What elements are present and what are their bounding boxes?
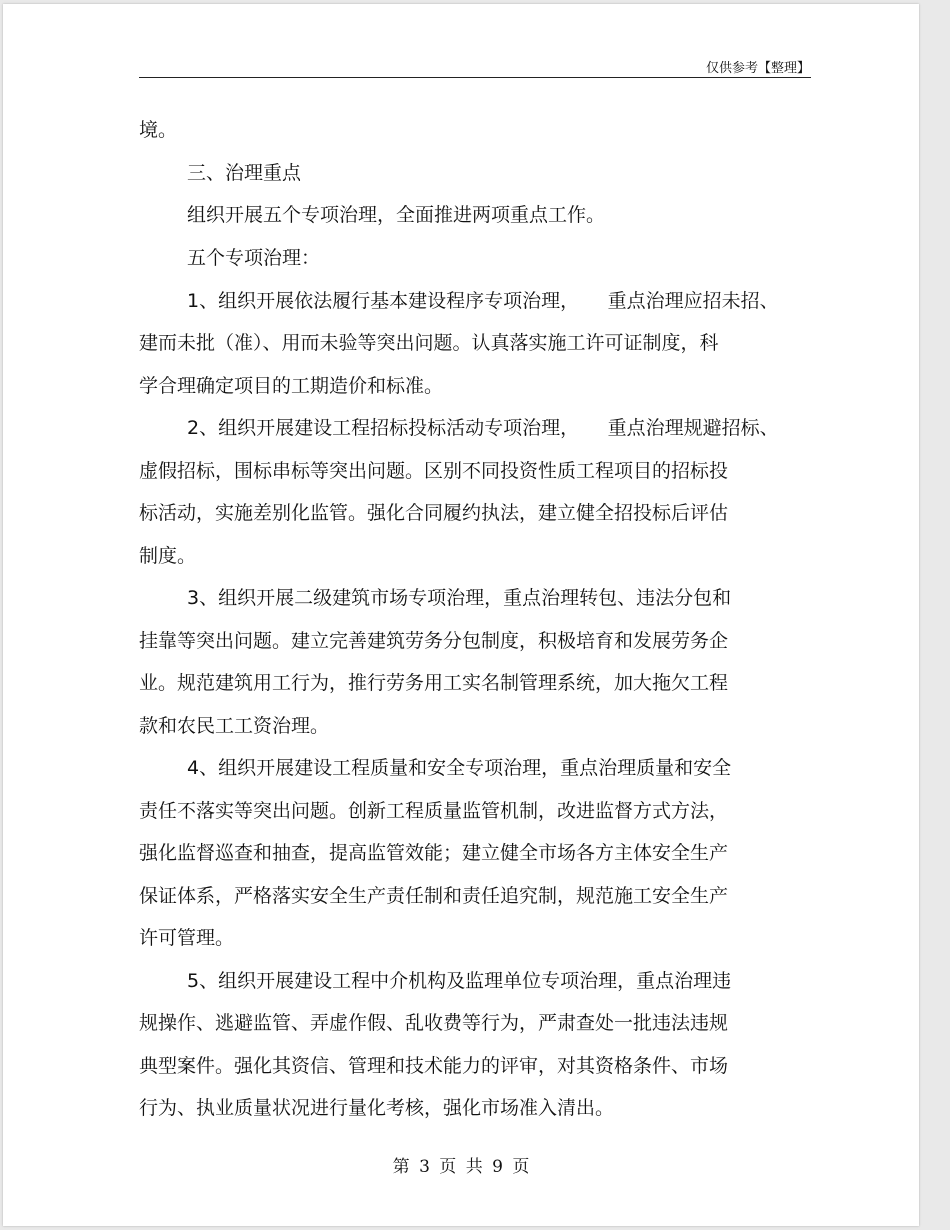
text-line: 挂靠等突出问题。建立完善建筑劳务分包制度，积极培育和发展劳务企 — [139, 630, 729, 652]
text-line: 强化监督巡查和抽查，提高监管效能；建立健全市场各方主体安全生产 — [139, 842, 729, 864]
text-line: 2、组织开展建设工程招标投标活动专项治理， 重点治理规避招标、 — [187, 417, 779, 439]
document-page — [3, 4, 919, 1226]
footer-total-label: 共 — [465, 1157, 483, 1177]
text-line: 境。 — [139, 119, 178, 141]
footer-total-pages: 9 — [492, 1157, 503, 1177]
text-line: 许可管理。 — [139, 927, 235, 949]
text-line: 规操作、逃避监管、弄虚作假、乱收费等行为，严肃查处一批违法违规 — [139, 1012, 729, 1034]
text-line: 1、组织开展依法履行基本建设程序专项治理， 重点治理应招未招、 — [187, 290, 779, 312]
footer-page-number: 3 — [419, 1157, 430, 1177]
footer-suffix: 页 — [512, 1157, 530, 1177]
text-line: 3、组织开展二级建筑市场专项治理，重点治理转包、违法分包和 — [187, 587, 732, 609]
header-rule — [139, 77, 811, 78]
footer-page-label: 页 — [439, 1157, 457, 1177]
text-line: 三、治理重点 — [187, 162, 302, 184]
text-line: 学合理确定项目的工期造价和标准。 — [139, 375, 444, 397]
text-line: 业。规范建筑用工行为，推行劳务用工实名制管理系统，加大拖欠工程 — [139, 672, 729, 694]
text-line: 建而未批（准）、用而未验等突出问题。认真落实施工许可证制度，科 — [139, 332, 719, 354]
text-line: 五个专项治理： — [187, 247, 321, 269]
text-line: 虚假招标，围标串标等突出问题。区别不同投资性质工程项目的招标投 — [139, 460, 729, 482]
text-line: 保证体系，严格落实安全生产责任制和责任追究制，规范施工安全生产 — [139, 885, 729, 907]
text-line: 组织开展五个专项治理，全面推进两项重点工作。 — [187, 204, 606, 226]
text-line: 典型案件。强化其资信、管理和技术能力的评审，对其资格条件、市场 — [139, 1055, 729, 1077]
text-line: 5、组织开展建设工程中介机构及监理单位专项治理，重点治理违 — [187, 970, 732, 992]
header-note: 仅供参考【整理】 — [705, 61, 810, 76]
text-line: 制度。 — [139, 545, 197, 567]
footer-prefix: 第 — [392, 1157, 410, 1177]
text-line: 款和农民工工资治理。 — [139, 715, 330, 737]
text-line: 标活动，实施差别化监管。强化合同履约执法，建立健全招投标后评估 — [139, 502, 729, 524]
page-footer — [3, 1152, 919, 1177]
text-line: 责任不落实等突出问题。创新工程质量监管机制，改进监督方式方法， — [139, 800, 729, 822]
text-line: 行为、执业质量状况进行量化考核，强化市场准入清出。 — [139, 1097, 615, 1119]
text-line: 4、组织开展建设工程质量和安全专项治理，重点治理质量和安全 — [187, 757, 732, 779]
